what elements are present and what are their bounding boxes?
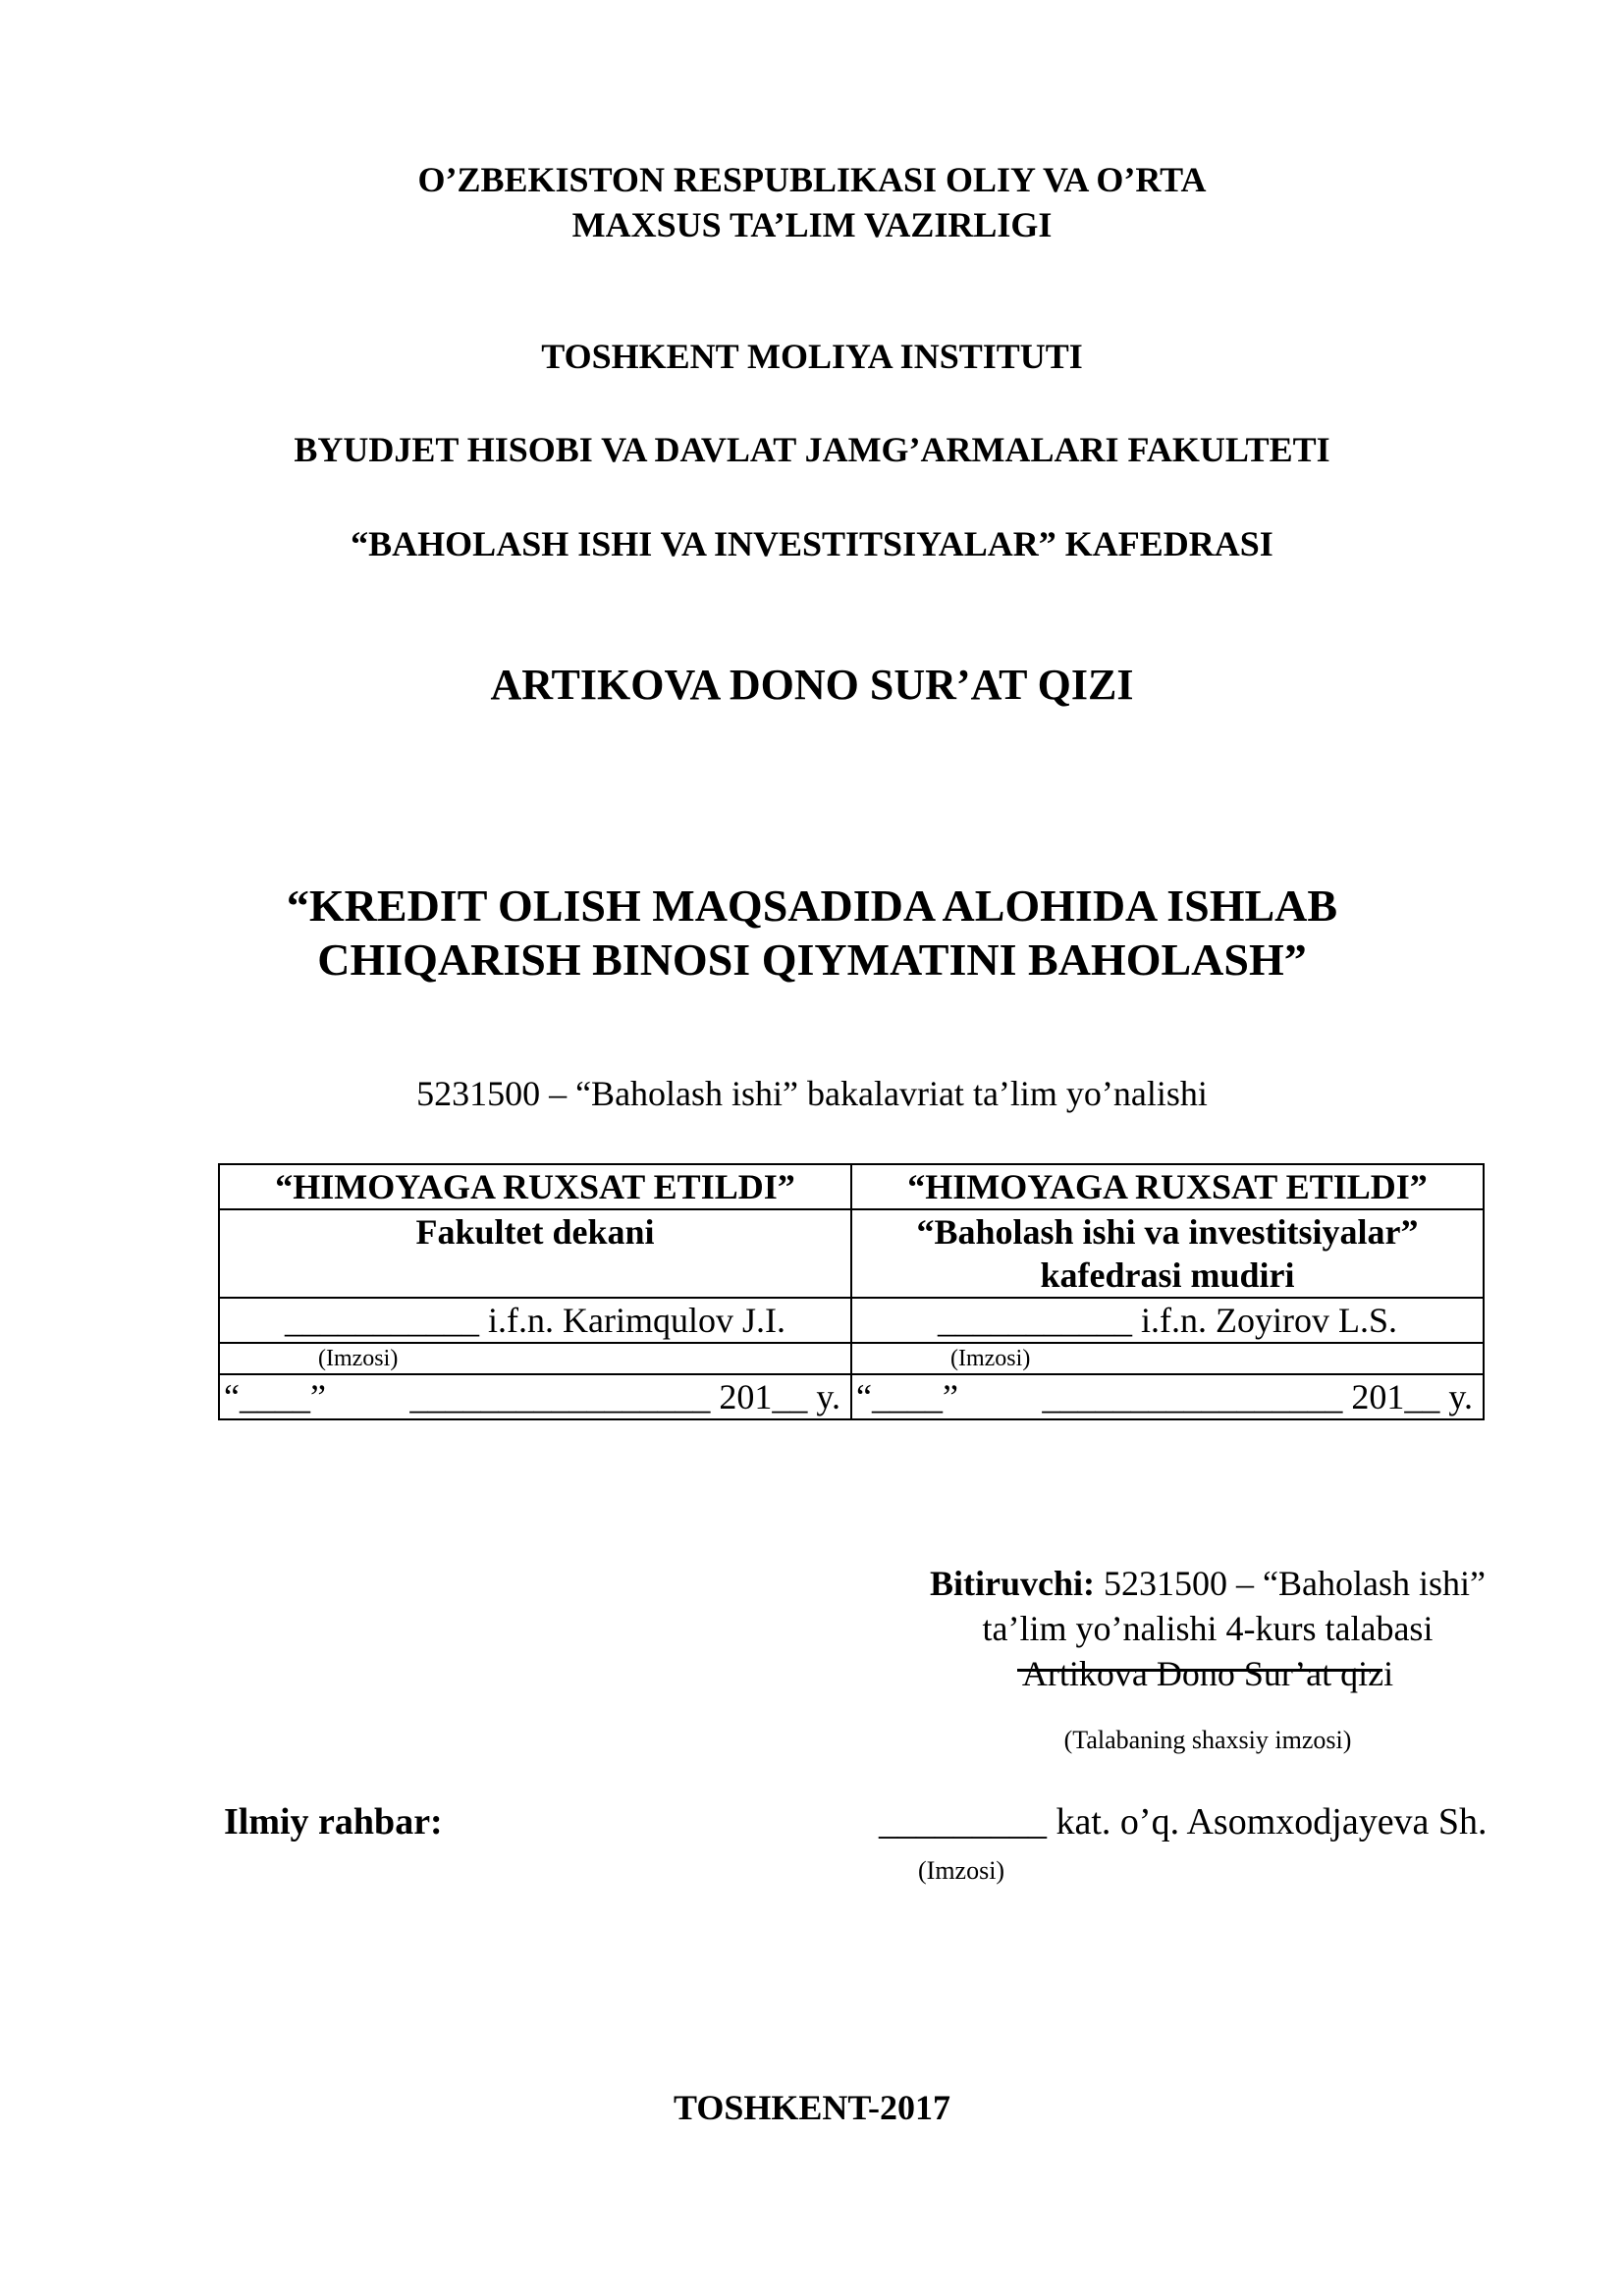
approval-left-date bbox=[220, 1375, 850, 1418]
author-name: ARTIKOVA DONO SUR’AT QIZI bbox=[490, 661, 1134, 709]
ministry-line-1: O’ZBEKISTON RESPUBLIKASI OLIY VA O’RTA bbox=[417, 160, 1207, 199]
approval-left-caption: (Imzosi) bbox=[318, 1346, 399, 1371]
graduate-line-1 bbox=[864, 1561, 1551, 1606]
approval-right-role-line-2: kafedrasi mudiri bbox=[1040, 1255, 1295, 1295]
graduate-line-2: ta’lim yo’nalishi 4-kurs talabasi bbox=[982, 1609, 1434, 1648]
approval-left-signature: ___________ i.f.n. Karimqulov J.I. bbox=[219, 1298, 851, 1343]
supervisor-label: Ilmiy rahbar: bbox=[224, 1801, 443, 1842]
faculty-name: BYUDJET HISOBI VA DAVLAT JAMG’ARMALARI FAKULTETI bbox=[294, 430, 1330, 469]
approval-signature-row bbox=[219, 1298, 1484, 1343]
approval-left-date-rest: _________________ 201__ y. bbox=[409, 1377, 840, 1416]
approval-left-role: Fakultet dekani bbox=[219, 1209, 851, 1298]
approval-right-caption: (Imzosi) bbox=[950, 1346, 1031, 1371]
graduate-label: Bitiruvchi: bbox=[930, 1564, 1096, 1603]
institute-name: TOSHKENT MOLIYA INSTITUTI bbox=[541, 337, 1083, 376]
ministry-line-2: MAXSUS TA’LIM VAZIRLIGI bbox=[571, 205, 1053, 244]
approval-left-date-day: “____” bbox=[224, 1377, 326, 1416]
approval-right-date-day: “____” bbox=[856, 1377, 958, 1416]
approval-heading-row bbox=[219, 1164, 1484, 1209]
supervisor-signature: _________ kat. o’q. Asomxodjayeva Sh. bbox=[879, 1801, 1488, 1842]
city-year: TOSHKENT-2017 bbox=[673, 2088, 951, 2127]
ministry-header bbox=[0, 157, 1624, 247]
thesis-title-line-1: “KREDIT OLISH MAQSADIDA ALOHIDA ISHLAB bbox=[286, 881, 1338, 931]
specialty-line: 5231500 – “Baholash ishi” bakalavriat ta’lim yo’nalishi bbox=[416, 1074, 1208, 1113]
approval-right-date-rest: _________________ 201__ y. bbox=[1042, 1377, 1473, 1416]
approval-right-date bbox=[852, 1375, 1483, 1418]
thesis-title bbox=[0, 879, 1624, 987]
graduate-specialty: 5231500 – “Baholash ishi” bbox=[1095, 1564, 1486, 1603]
approval-role-row bbox=[219, 1209, 1484, 1298]
supervisor-signature-caption: (Imzosi) bbox=[918, 1856, 1005, 1885]
approval-caption-row bbox=[219, 1343, 1484, 1374]
approval-right-role-line-1: “Baholash ishi va investitsiyalar” bbox=[916, 1212, 1419, 1252]
department-name: “BAHOLASH ISHI VA INVESTITSIYALAR” KAFEDRASI bbox=[351, 524, 1273, 563]
graduate-signature-line bbox=[1017, 1669, 1382, 1672]
approval-right-heading: “HIMOYAGA RUXSAT ETILDI” bbox=[851, 1164, 1484, 1209]
approval-date-row bbox=[219, 1374, 1484, 1419]
approval-right-signature: ___________ i.f.n. Zoyirov L.S. bbox=[851, 1298, 1484, 1343]
thesis-title-line-2: CHIQARISH BINOSI QIYMATINI BAHOLASH” bbox=[317, 934, 1307, 985]
approval-table bbox=[218, 1163, 1485, 1420]
approval-right-role bbox=[851, 1209, 1484, 1298]
graduate-name: Artikova Dono Sur’at qizi bbox=[1021, 1654, 1394, 1693]
approval-left-heading: “HIMOYAGA RUXSAT ETILDI” bbox=[219, 1164, 851, 1209]
graduate-block bbox=[864, 1561, 1551, 1696]
graduate-signature-caption: (Talabaning shaxsiy imzosi) bbox=[1063, 1726, 1352, 1754]
